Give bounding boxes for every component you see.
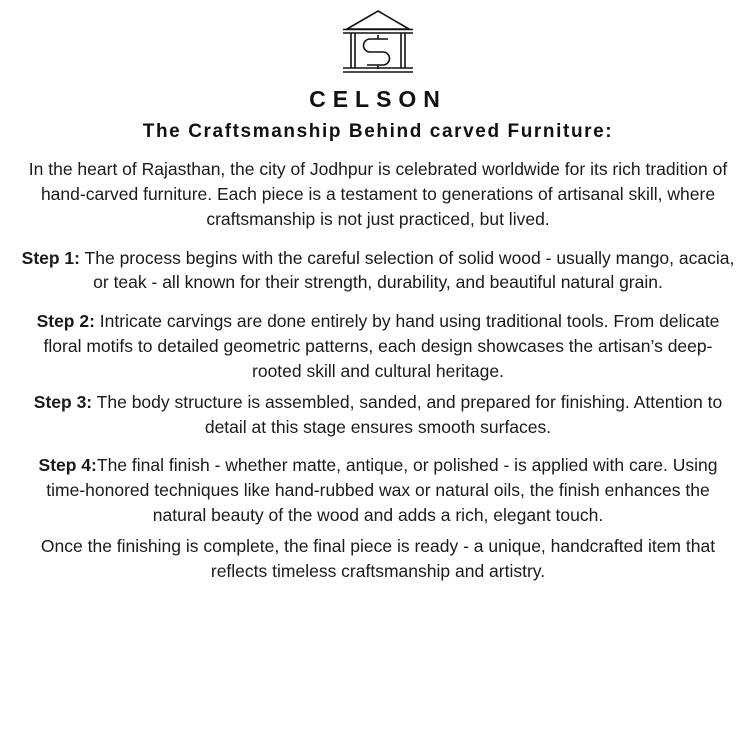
step-1-text: The process begins with the careful selection of solid wood - usually mango, acacia, or teak - all known for their strength, durability, and beautiful natural grain. <box>80 247 735 293</box>
step-1-paragraph <box>20 246 736 296</box>
step-2-label: Step 2: <box>36 311 95 332</box>
step-2-text: Intricate carvings are done entirely by hand using traditional tools. From delicate floral motifs to detailed geometric patterns, each design showcases the artisan’s deep-rooted skill and cultural heritage. <box>43 311 720 381</box>
intro-paragraph: In the heart of Rajasthan, the city of Jodhpur is celebrated worldwide for its rich tradition of hand-carved furniture. Each piece is a testament to generations of artisanal skill, where craftsmanship is not just practiced, but lived. <box>28 159 728 229</box>
step-3-paragraph <box>20 390 736 440</box>
celson-house-monogram-icon <box>333 6 423 84</box>
step-4-paragraph <box>20 453 736 528</box>
step-2-paragraph <box>20 309 736 384</box>
step-4-label: Step 4: <box>38 455 97 476</box>
step-1-label: Step 1: <box>21 247 80 268</box>
brand-name: CELSON <box>309 86 447 112</box>
page-title: The Craftsmanship Behind carved Furniture: <box>142 121 614 142</box>
closing-paragraph: Once the finishing is complete, the final piece is ready - a unique, handcrafted item that reflects timeless craftsmanship and artistry. <box>40 535 716 581</box>
step-4-text: The final finish - whether matte, antique, or polished - is applied with care. Using time-honored techniques like hand-rubbed wax or natural oils, the finish enhances the natural beauty of the wood and adds a rich, elegant touch. <box>46 455 718 526</box>
step-3-label: Step 3: <box>33 391 93 412</box>
step-3-text: The body structure is assembled, sanded, and prepared for finishing. Attention to detail at this stage ensures smooth surfaces. <box>92 391 723 437</box>
